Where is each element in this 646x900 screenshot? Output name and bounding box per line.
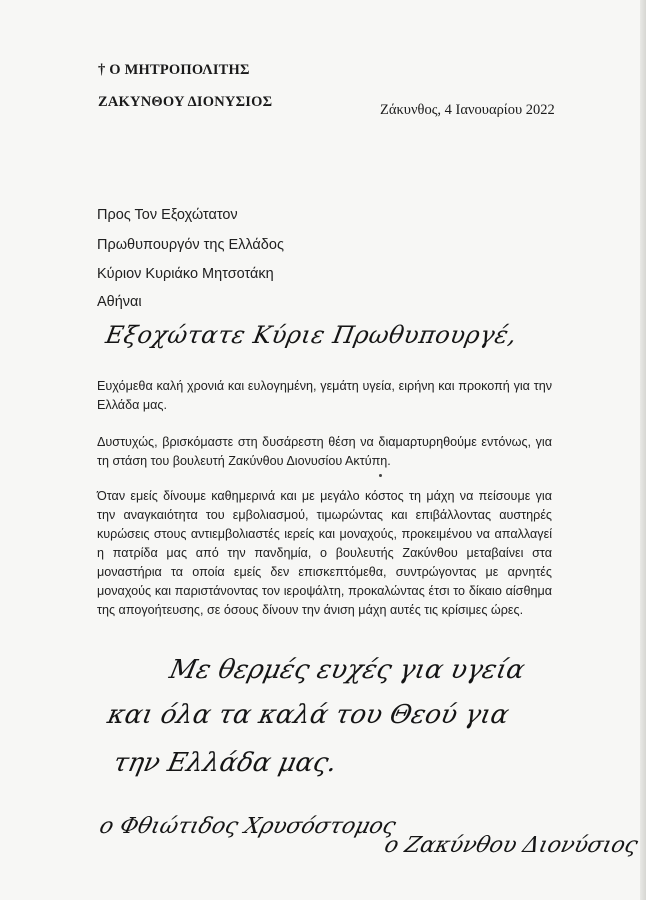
body-paragraph-3: Όταν εμείς δίνουμε καθημερινά και με μεγάλο κόστος τη μάχη να πείσουμε για την αναγκαιότητα του εμβολιασμού, τιμωρώντας και επιβάλλοντας αυστηρές κυρώσεις στους αντιεμβολιαστές ιερείς και μοναχούς, προκειμένου να απαλλαγεί η πατρίδα μας από την πανδημία, ο βουλευτής Ζακύνθου μεταβαίνει στα μοναστήρια τα οποία εμείς δεν επισκεπτόμεθα, συντρώγοντας με αρνητές μοναχούς και παριστάνοντας τον ιεροψάλτη, προκαλώντας έτσι το δίκαιο αίσθημα της απογοήτευσης, σε όσους δίνουν την άνιση μάχη αυτές τις κρίσιμες ώρες. (97, 489, 552, 617)
handwritten-closing-line2: και όλα τα καλά του Θεού για (104, 700, 512, 730)
handwritten-closing-line3: την Ελλάδα μας. (110, 748, 340, 778)
body-paragraph-2: Δυστυχώς, βρισκόμαστε στη δυσάρεστη θέση να διαμαρτυρηθούμε εντόνως, για τη στάση του βουλευτή Ζακύνθου Διονυσίου Ακτύπη. (97, 435, 552, 468)
sender-title-line2: ΖΑΚΥΝΘΟΥ ΔΙΟΝΥΣΙΟΣ (98, 94, 273, 110)
letter-date: Ζάκυνθος, 4 Ιανουαρίου 2022 (380, 102, 555, 118)
ink-mark (379, 474, 382, 477)
page-edge-shadow (640, 0, 646, 900)
signature-left: ο Φθιώτιδος Χρυσόστομος (96, 814, 399, 839)
recipient-line2: Πρωθυπουργόν της Ελλάδος (97, 237, 284, 253)
signature-right: ο Ζακύνθου Διονύσιος (381, 833, 641, 858)
recipient-line1: Προς Τον Εξοχώτατον (97, 207, 238, 223)
handwritten-closing-line1: Με θερμές ευχές για υγεία (166, 655, 528, 685)
recipient-line3: Κύριον Κυριάκο Μητσοτάκη (97, 266, 274, 282)
body-paragraph-1: Ευχόμεθα καλή χρονιά και ευλογημένη, γεμάτη υγεία, ειρήνη και προκοπή για την Ελλάδα μας. (97, 379, 552, 412)
sender-title-line1: † Ο ΜΗΤΡΟΠΟΛΙΤΗΣ (98, 62, 250, 78)
handwritten-salutation: Εξοχώτατε Κύριε Πρωθυπουργέ, (103, 321, 520, 349)
recipient-line4: Αθήναι (97, 294, 142, 310)
